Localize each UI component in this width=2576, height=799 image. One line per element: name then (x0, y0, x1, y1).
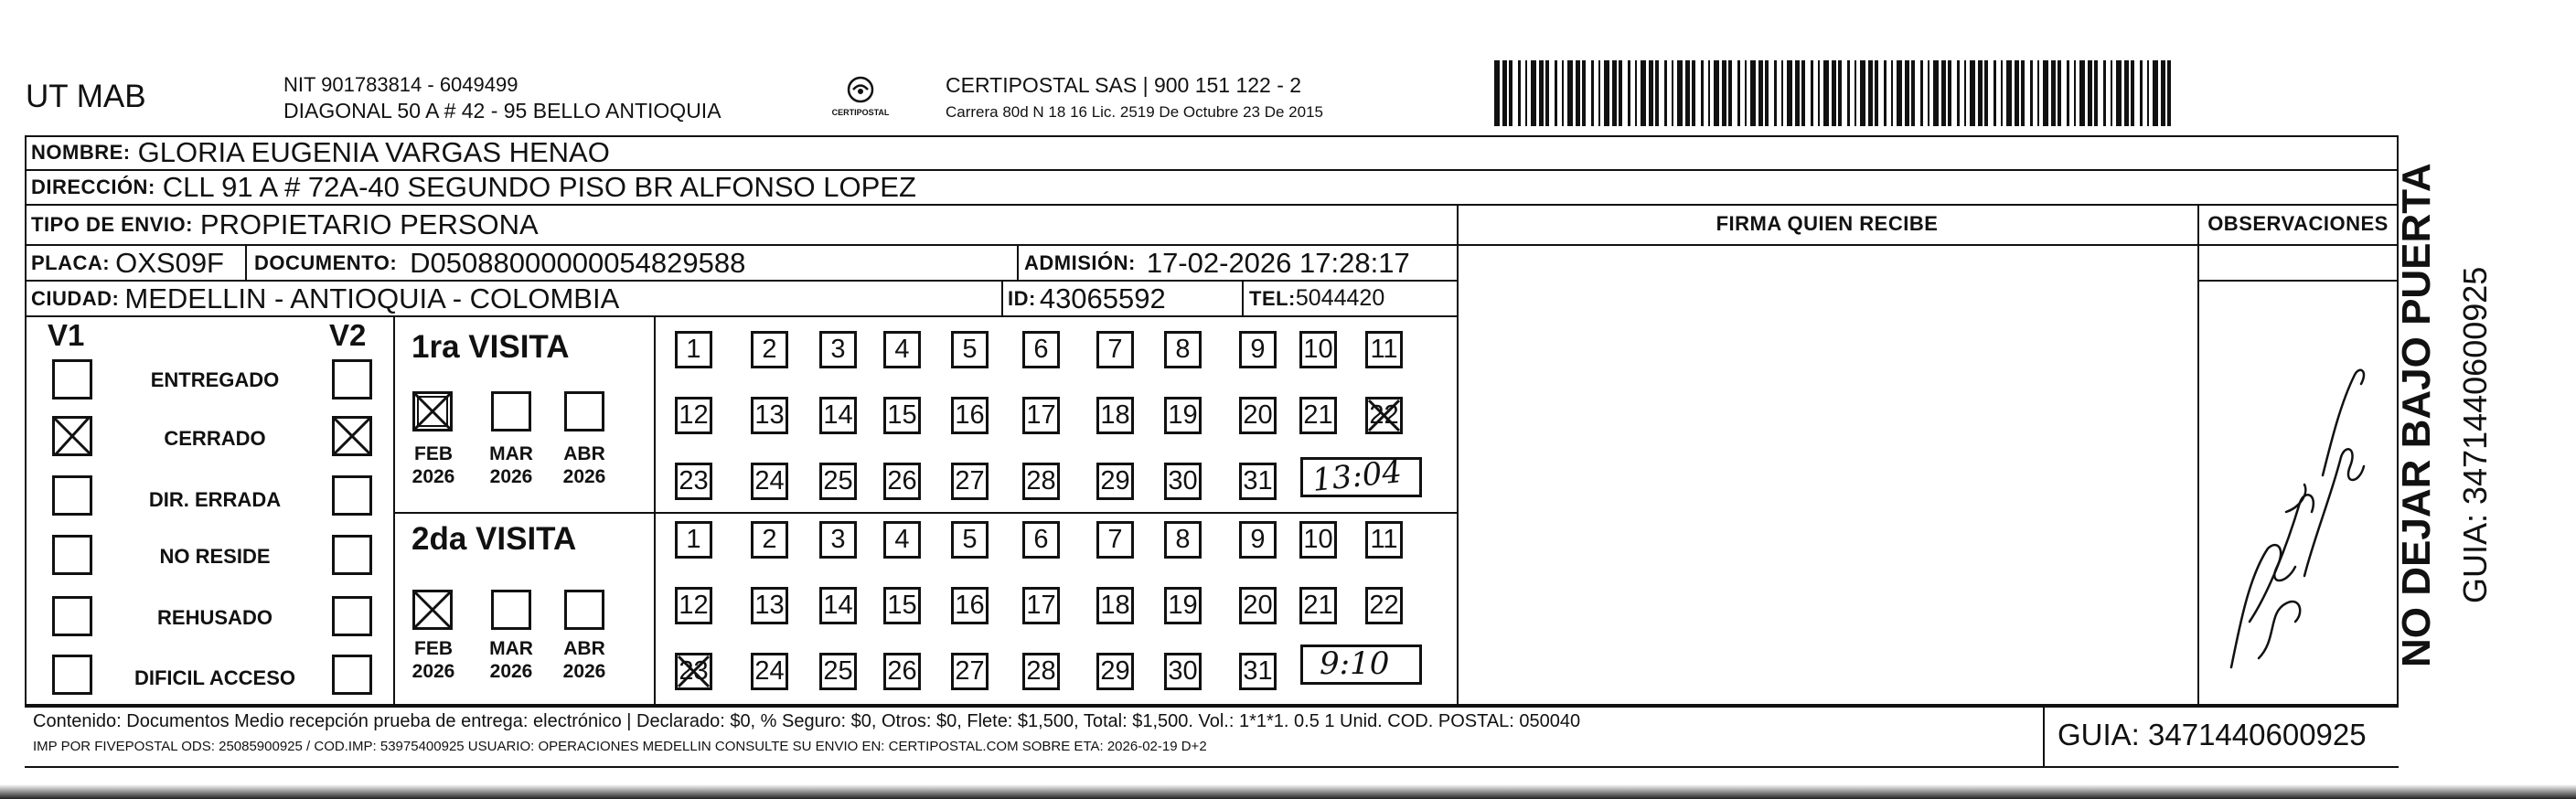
sender-address: DIAGONAL 50 A # 42 - 95 BELLO ANTIOQUIA (283, 99, 721, 123)
visit1-day-26[interactable]: 26 (883, 463, 921, 500)
visit2-day-5[interactable]: 5 (951, 521, 989, 559)
visit1-day-8[interactable]: 8 (1164, 331, 1202, 368)
placa-label: PLACA: (31, 250, 111, 274)
visit2-day-22[interactable]: 22 (1365, 587, 1403, 624)
documento-field (254, 246, 745, 280)
v1-checkbox-dificil-acceso[interactable] (52, 655, 92, 695)
tel-field (1249, 282, 1384, 315)
footer-bottom-border (25, 766, 2399, 768)
visit2-day-9[interactable]: 9 (1239, 521, 1277, 559)
observaciones-header: OBSERVACIONES (2207, 212, 2389, 235)
visit1-mar-month: MAR (489, 443, 533, 464)
visit1-feb-month: FEB (414, 443, 453, 464)
visit1-day-18[interactable]: 18 (1096, 397, 1134, 434)
visit1-day-31[interactable]: 31 (1239, 463, 1277, 500)
status-no-reside: NO RESIDE (159, 545, 271, 568)
visit2-day-18[interactable]: 18 (1096, 587, 1134, 624)
v2-header: V2 (329, 318, 367, 352)
visit1-day-16[interactable]: 16 (951, 397, 989, 434)
direccion-value: CLL 91 A # 72A-40 SEGUNDO PISO BR ALFONSO LOPEZ (162, 170, 916, 203)
visit1-day-13[interactable]: 13 (751, 397, 788, 434)
visit1-day-11[interactable]: 11 (1365, 331, 1403, 368)
visit1-day-30[interactable]: 30 (1164, 463, 1202, 500)
visit2-day-23[interactable]: 23 (675, 653, 712, 690)
v2-checkbox-no-reside[interactable] (332, 535, 372, 575)
documento-value: D05088000000054829588 (410, 246, 746, 279)
visit1-day-15[interactable]: 15 (883, 397, 921, 434)
visit2-day-24[interactable]: 24 (751, 653, 788, 690)
visit2-day-12[interactable]: 12 (675, 587, 712, 624)
visit1-day-22[interactable]: 22 (1365, 397, 1403, 434)
visit1-label-feb (406, 442, 461, 488)
v1-header: V1 (48, 318, 85, 352)
v1-checkbox-rehusado[interactable] (52, 596, 92, 636)
status-dificil-acceso: DIFICIL ACCESO (134, 666, 295, 689)
v1-cerrado-check-mark (49, 413, 95, 459)
visit2-day-21[interactable]: 21 (1299, 587, 1337, 624)
second-visit-title: 2da VISITA (412, 521, 577, 557)
visit1-day-2[interactable]: 2 (751, 331, 788, 368)
visit1-day-24[interactable]: 24 (751, 463, 788, 500)
admision-label: ADMISIÓN: (1024, 250, 1136, 274)
status-cerrado: CERRADO (164, 427, 266, 450)
visit1-day-25[interactable]: 25 (819, 463, 857, 500)
visit1-mar-year: 2026 (489, 466, 533, 487)
visit1-day-1[interactable]: 1 (675, 331, 712, 368)
logo-text: CERTIPOSTAL (831, 108, 890, 117)
footer-print-line: IMP POR FIVEPOSTAL ODS: 25085900925 / COD.IMP: 53975400925 USUARIO: OPERACIONES MEDELLIN CONSULTE SU ENVIO EN: CERTIPOSTAL.COM SOBRE ETA: 2026-02-19 D+2 (33, 739, 1207, 754)
v2-checkbox-dificil-acceso[interactable] (332, 655, 372, 695)
visit1-day-17[interactable]: 17 (1022, 397, 1060, 434)
status-entregado: ENTREGADO (150, 368, 280, 391)
visit1-handwritten-time: 13:04 (1310, 453, 1404, 500)
side-guia: GUIA: 3471440600925 (2456, 266, 2494, 603)
visit2-day-8[interactable]: 8 (1164, 521, 1202, 559)
id-value: 43065592 (1039, 282, 1166, 314)
visit2-day-10[interactable]: 10 (1299, 521, 1337, 559)
visit2-day-25[interactable]: 25 (819, 653, 857, 690)
observaciones-handwriting (2213, 274, 2378, 686)
id-label: ID: (1008, 286, 1036, 310)
visit1-day-10[interactable]: 10 (1299, 331, 1337, 368)
status-dir-errada: DIR. ERRADA (148, 488, 282, 511)
visit1-day-7[interactable]: 7 (1096, 331, 1134, 368)
visit2-feb-check-mark (410, 587, 455, 633)
visit1-label-abr (557, 442, 612, 488)
visit2-mar-year: 2026 (489, 661, 533, 682)
visit1-day-22-cross-mark (1365, 397, 1403, 434)
placa-value: OXS09F (115, 246, 224, 279)
tel-label: TEL: (1249, 286, 1296, 310)
visit2-label-abr (557, 637, 612, 683)
visit2-abr-year: 2026 (562, 661, 606, 682)
v2-checkbox-entregado[interactable] (332, 359, 372, 400)
footer-content-line: Contenido: Documentos Medio recepción prueba de entrega: electrónico | Declarado: $0, % Seguro: $0, Otros: $0, Flete: $1,500, Total: $1,500. Vol.: 1*1*1. 0.5 1 Unid. COD. POSTAL: 050040 (33, 711, 1581, 731)
visit2-day-20[interactable]: 20 (1239, 587, 1277, 624)
visit1-day-4[interactable]: 4 (883, 331, 921, 368)
visit1-feb-check-mark (410, 389, 455, 434)
visit2-day-31[interactable]: 31 (1239, 653, 1277, 690)
visit1-day-5[interactable]: 5 (951, 331, 989, 368)
visit1-time-box (1300, 453, 1422, 500)
direccion-label: DIRECCIÓN: (31, 175, 155, 198)
visit1-month-abr-checkbox[interactable] (564, 391, 604, 431)
visit1-day-19[interactable]: 19 (1164, 397, 1202, 434)
visit2-label-feb (406, 637, 461, 683)
visit1-day-20[interactable]: 20 (1239, 397, 1277, 434)
visit2-month-mar-checkbox[interactable] (491, 590, 531, 630)
visit2-abr-month: ABR (563, 638, 605, 659)
visit1-abr-month: ABR (563, 443, 605, 464)
visit1-day-23[interactable]: 23 (675, 463, 712, 500)
ciudad-value: MEDELLIN - ANTIOQUIA - COLOMBIA (124, 282, 620, 314)
tipo-label: TIPO DE ENVIO: (31, 213, 193, 236)
visit1-day-21[interactable]: 21 (1299, 397, 1337, 434)
visit2-day-11[interactable]: 11 (1365, 521, 1403, 559)
admision-field (1024, 246, 1410, 280)
sender-nit: NIT 901783814 - 6049499 (283, 73, 518, 96)
visit1-day-6[interactable]: 6 (1022, 331, 1060, 368)
certipostal-logo (828, 71, 893, 124)
v1-checkbox-dir-errada[interactable] (52, 475, 92, 516)
status-rehusado: REHUSADO (157, 606, 273, 629)
visit2-day-19[interactable]: 19 (1164, 587, 1202, 624)
visit2-day-3[interactable]: 3 (819, 521, 857, 559)
ciudad-field (31, 282, 619, 315)
v1-checkbox-no-reside[interactable] (52, 535, 92, 575)
visit1-label-mar (484, 442, 539, 488)
documento-label: DOCUMENTO: (254, 250, 398, 274)
footer-guia: GUIA: 3471440600925 (2058, 718, 2367, 751)
visit2-feb-month: FEB (414, 638, 453, 659)
visit2-day-17[interactable]: 17 (1022, 587, 1060, 624)
nombre-value: GLORIA EUGENIA VARGAS HENAO (137, 135, 610, 168)
visit2-day-7[interactable]: 7 (1096, 521, 1134, 559)
admision-value: 17-02-2026 17:28:17 (1146, 246, 1410, 279)
visit1-day-3[interactable]: 3 (819, 331, 857, 368)
firma-header: FIRMA QUIEN RECIBE (1716, 212, 1939, 235)
v2-cerrado-check-mark (329, 413, 375, 459)
ciudad-label: CIUDAD: (31, 286, 120, 310)
tipo-field (31, 207, 539, 243)
visit2-day-13[interactable]: 13 (751, 587, 788, 624)
visit2-day-28[interactable]: 28 (1022, 653, 1060, 690)
barcode (1494, 60, 2182, 126)
visit2-day-30[interactable]: 30 (1164, 653, 1202, 690)
visit1-day-29[interactable]: 29 (1096, 463, 1134, 500)
visit1-feb-year: 2026 (412, 466, 455, 487)
visit2-month-abr-checkbox[interactable] (564, 590, 604, 630)
tipo-value: PROPIETARIO PERSONA (199, 208, 539, 240)
placa-field (31, 246, 224, 280)
visit2-day-23-cross-mark (675, 653, 712, 690)
visit2-day-15[interactable]: 15 (883, 587, 921, 624)
visit2-day-27[interactable]: 27 (951, 653, 989, 690)
visit2-feb-year: 2026 (412, 661, 455, 682)
visit2-handwritten-time: 9:10 (1320, 645, 1390, 682)
visit1-day-14[interactable]: 14 (819, 397, 857, 434)
visit1-day-27[interactable]: 27 (951, 463, 989, 500)
first-visit-title: 1ra VISITA (412, 329, 570, 365)
visit2-mar-month: MAR (489, 638, 533, 659)
sender-name: UT MAB (26, 79, 146, 114)
v1-checkbox-entregado[interactable] (52, 359, 92, 400)
visit1-day-12[interactable]: 12 (675, 397, 712, 434)
v2-checkbox-rehusado[interactable] (332, 596, 372, 636)
visit2-day-1[interactable]: 1 (675, 521, 712, 559)
tel-value: 5044420 (1295, 285, 1385, 311)
carrier-license: Carrera 80d N 18 16 Lic. 2519 De Octubre 23 De 2015 (946, 103, 1323, 121)
side-warning: NO DEJAR BAJO PUERTA (2394, 163, 2439, 667)
direccion-field (31, 170, 916, 204)
visit1-day-28[interactable]: 28 (1022, 463, 1060, 500)
visit2-day-4[interactable]: 4 (883, 521, 921, 559)
visit2-time-box (1300, 645, 1422, 685)
nombre-label: NOMBRE: (31, 140, 131, 164)
visit2-day-29[interactable]: 29 (1096, 653, 1134, 690)
visit2-day-2[interactable]: 2 (751, 521, 788, 559)
id-field (1008, 282, 1166, 315)
visit2-day-14[interactable]: 14 (819, 587, 857, 624)
scan-edge (0, 784, 2576, 799)
visit2-day-6[interactable]: 6 (1022, 521, 1060, 559)
nombre-field (31, 135, 610, 169)
visit1-month-mar-checkbox[interactable] (491, 391, 531, 431)
visit2-day-16[interactable]: 16 (951, 587, 989, 624)
v2-checkbox-dir-errada[interactable] (332, 475, 372, 516)
carrier-name: CERTIPOSTAL SAS | 900 151 122 - 2 (946, 73, 1302, 97)
visit2-label-mar (484, 637, 539, 683)
visit2-day-26[interactable]: 26 (883, 653, 921, 690)
visit1-day-9[interactable]: 9 (1239, 331, 1277, 368)
visit1-abr-year: 2026 (562, 466, 606, 487)
